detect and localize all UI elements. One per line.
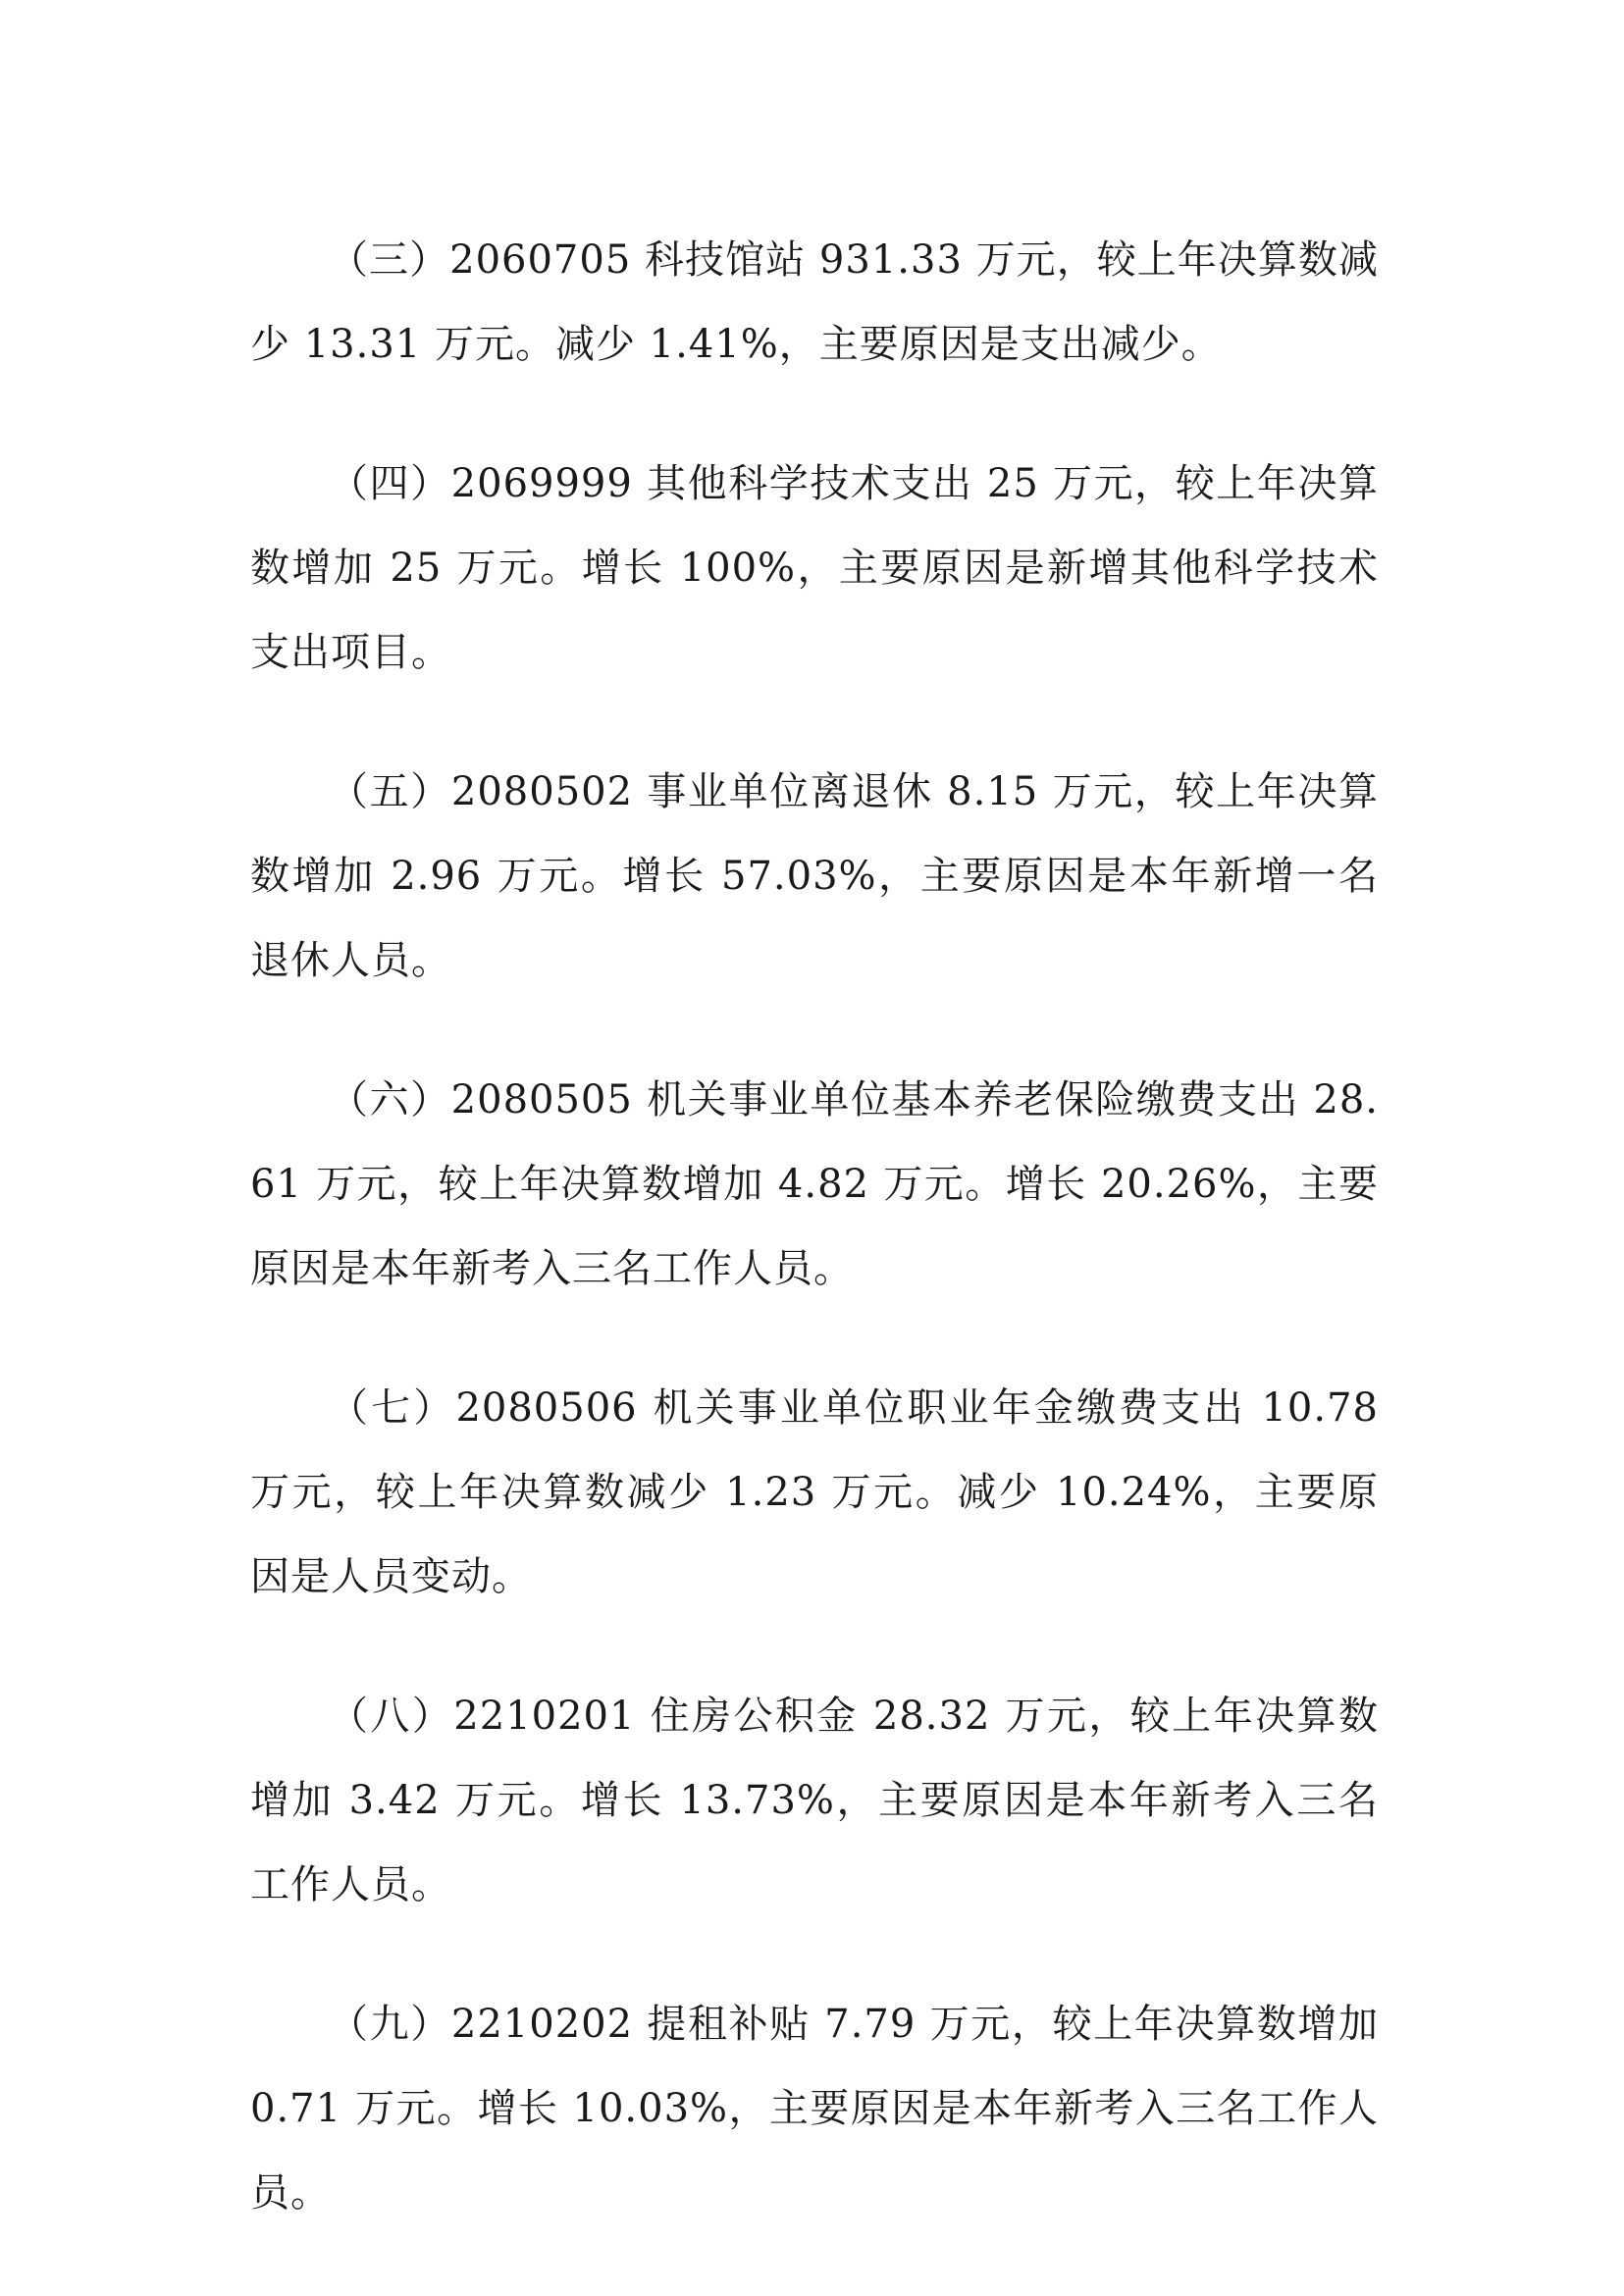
paragraph-item-5: （五）2080502 事业单位离退休 8.15 万元，较上年决算数增加 2.96 万元。增长 57.03%，主要原因是本年新增一名退休人员。 xyxy=(250,769,1379,983)
paragraph-item-7: （七）2080506 机关事业单位职业年金缴费支出 10.78 万元，较上年决算数减少 1.23 万元。减少 10.24%，主要原因是人员变动。 xyxy=(250,1385,1379,1599)
paragraph-item-4: （四）2069999 其他科学技术支出 25 万元，较上年决算数增加 25 万元。增长 100%，主要原因是新增其他科学技术支出项目。 xyxy=(250,461,1379,675)
paragraph-item-3: （三）2060705 科技馆站 931.33 万元，较上年决算数减少 13.31 万元。减少 1.41%，主要原因是支出减少。 xyxy=(250,237,1379,367)
paragraph-item-6: （六）2080505 机关事业单位基本养老保险缴费支出 28.61 万元，较上年决算数增加 4.82 万元。增长 20.26%，主要原因是本年新考入三名工作人员。 xyxy=(250,1077,1379,1291)
paragraph-item-8: （八）2210201 住房公积金 28.32 万元，较上年决算数增加 3.42 万元。增长 13.73%，主要原因是本年新考入三名工作人员。 xyxy=(250,1694,1379,1907)
paragraph-item-9: （九）2210202 提租补贴 7.79 万元，较上年决算数增加 0.71 万元。增长 10.03%，主要原因是本年新考入三名工作人员。 xyxy=(250,2002,1379,2216)
document-body xyxy=(250,218,1379,2290)
